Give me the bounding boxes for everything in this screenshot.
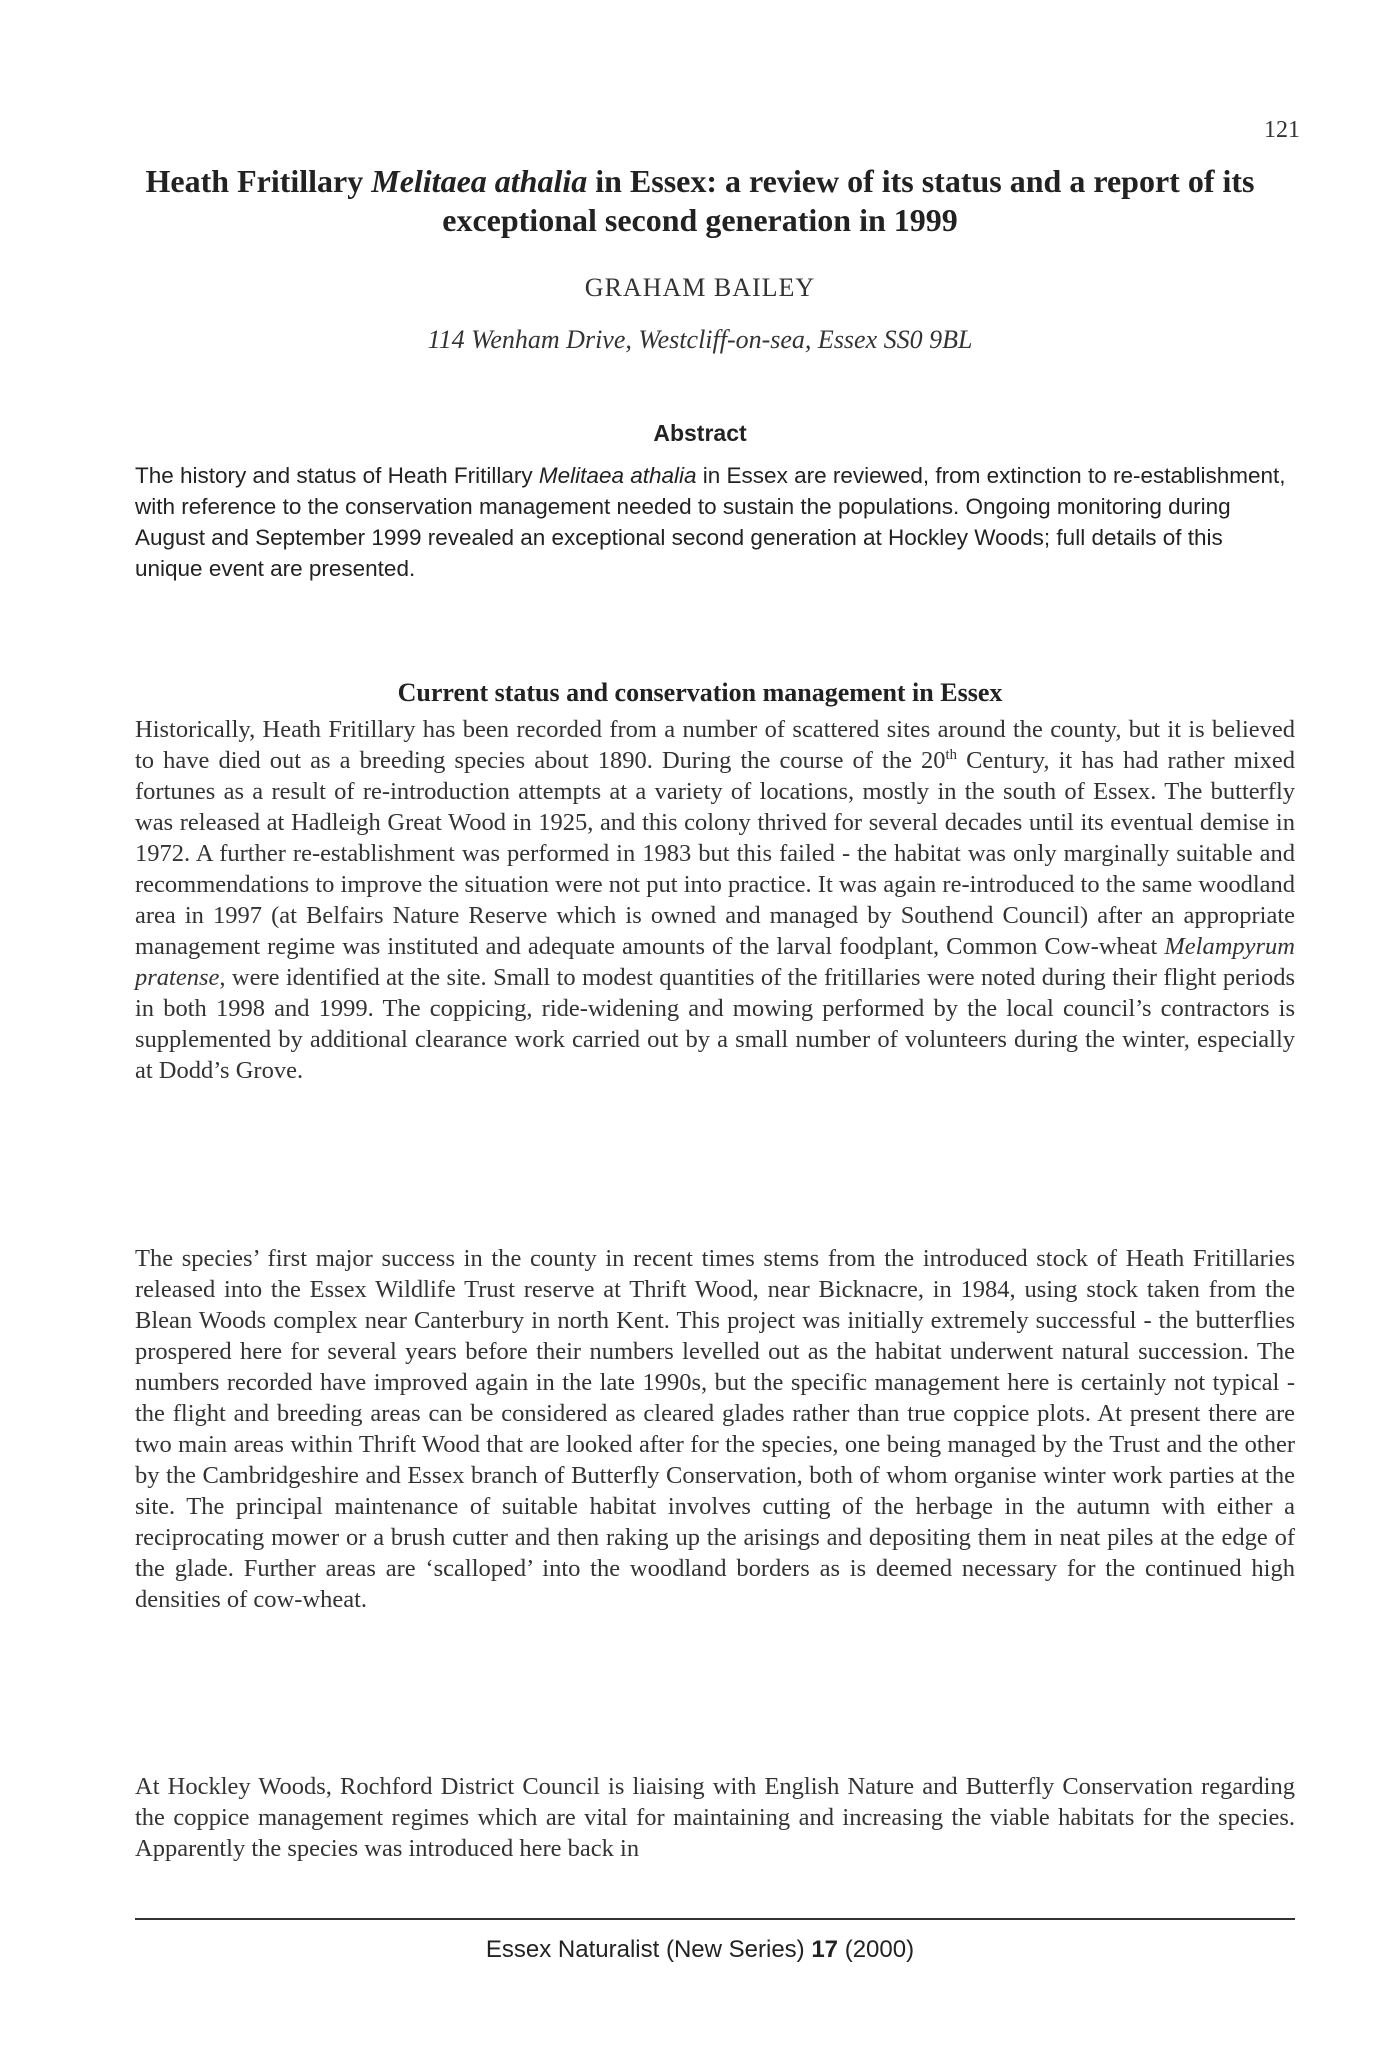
abstract-species-name: Melitaea athalia [538, 463, 697, 488]
article-title [130, 162, 1270, 240]
abstract-heading: Abstract [653, 420, 747, 446]
para1-superscript: th [945, 746, 957, 763]
abstract-body [135, 460, 1295, 584]
footer-year: (2000) [838, 1936, 915, 1963]
footer-volume: 17 [811, 1936, 839, 1963]
para1-text-start: Historically, Heath Fritillary has been recorded from a number of scattered sites around the county, but it is believed to have died out as a breeding species about 1890. During the course of the 20 [135, 716, 1295, 774]
title-species-name: Melitaea athalia [371, 163, 588, 199]
title-text-end: in Essex: a review of its status and a report of its exceptional second generation in 1999 [442, 163, 1255, 238]
footer-journal-name: Essex Naturalist (New Series) [485, 1936, 812, 1963]
para1-text-middle: Century, it has had rather mixed fortunes as a result of re-introduction attempts at a variety of locations, mostly in the south of Essex. The butterfly was released at Hadleigh Great Wood in 1925, and this colony thrived for several decades until its eventual demise in 1972. A further re-establishment was performed in 1983 but this failed - the habitat was only marginally suitable and recommendations to improve the situation were not put into practice. It was again re-introduced to the same woodland area in 1997 (at Belfairs Nature Reserve which is owned and managed by Southend Council) after an appropriate management regime was instituted and adequate amounts of the larval foodplant, Common Cow-wheat [135, 747, 1295, 960]
body-paragraph-3: At Hockley Woods, Rochford District Council is liaising with English Nature and Butterfly Conservation regarding the coppice management regimes which are vital for maintaining and increasing the viable habitats for the species. Apparently the species was introduced here back in [135, 1773, 1295, 1862]
author-name: GRAHAM BAILEY [584, 273, 816, 302]
section-heading: Current status and conservation management in Essex [397, 678, 1003, 707]
journal-footer [0, 1936, 1400, 1964]
para1-text-end: , were identified at the site. Small to modest quantities of the fritillaries were noted during their flight periods in both 1998 and 1999. The coppicing, ride-widening and mowing performed by the local council’s contractors is supplemented by additional clearance work carried out by a small number of volunteers during the winter, especially at Dodd’s Grove. [135, 964, 1295, 1084]
author-address: 114 Wenham Drive, Westcliff-on-sea, Essex SS0 9BL [427, 325, 973, 354]
abstract-text-start: The history and status of Heath Fritillary [135, 463, 539, 488]
body-paragraph-2: The species’ first major success in the county in recent times stems from the introduced stock of Heath Fritillaries released into the Essex Wildlife Trust reserve at Thrift Wood, near Bicknacre, in 1984, using stock taken from the Blean Woods complex near Canterbury in north Kent. This project was initially extremely successful - the butterflies prospered here for several years before their numbers levelled out as the habitat underwent natural succession. The numbers recorded have improved again in the late 1990s, but the specific management here is certainly not typical - the flight and breeding areas can be considered as cleared glades rather than true coppice plots. At present there are two main areas within Thrift Wood that are looked after for the species, one being managed by the Trust and the other by the Cambridgeshire and Essex branch of Butterfly Conservation, both of whom organise winter work parties at the site. The principal maintenance of suitable habitat involves cutting of the herbage in the autumn with either a reciprocating mower or a brush cutter and then raking up the arisings and depositing them in neat piles at the edge of the glade. Further areas are ‘scalloped’ into the woodland borders as is deemed necessary for the continued high densities of cow-wheat. [135, 1245, 1295, 1613]
para1-plant-name: Melampyrum pratense [135, 933, 1295, 991]
page-number: 121 [1264, 117, 1300, 143]
body-paragraph-1 [135, 714, 1295, 1086]
title-text-start: Heath Fritillary [145, 163, 372, 199]
abstract-text-end: in Essex are reviewed, from extinction to re-establishment, with reference to the conservation management needed to sustain the populations. Ongoing monitoring during August and September 1999 revealed an exceptional second generation at Hockley Woods; full details of this unique event are presented. [135, 463, 1286, 581]
footer-rule [135, 1918, 1295, 1920]
